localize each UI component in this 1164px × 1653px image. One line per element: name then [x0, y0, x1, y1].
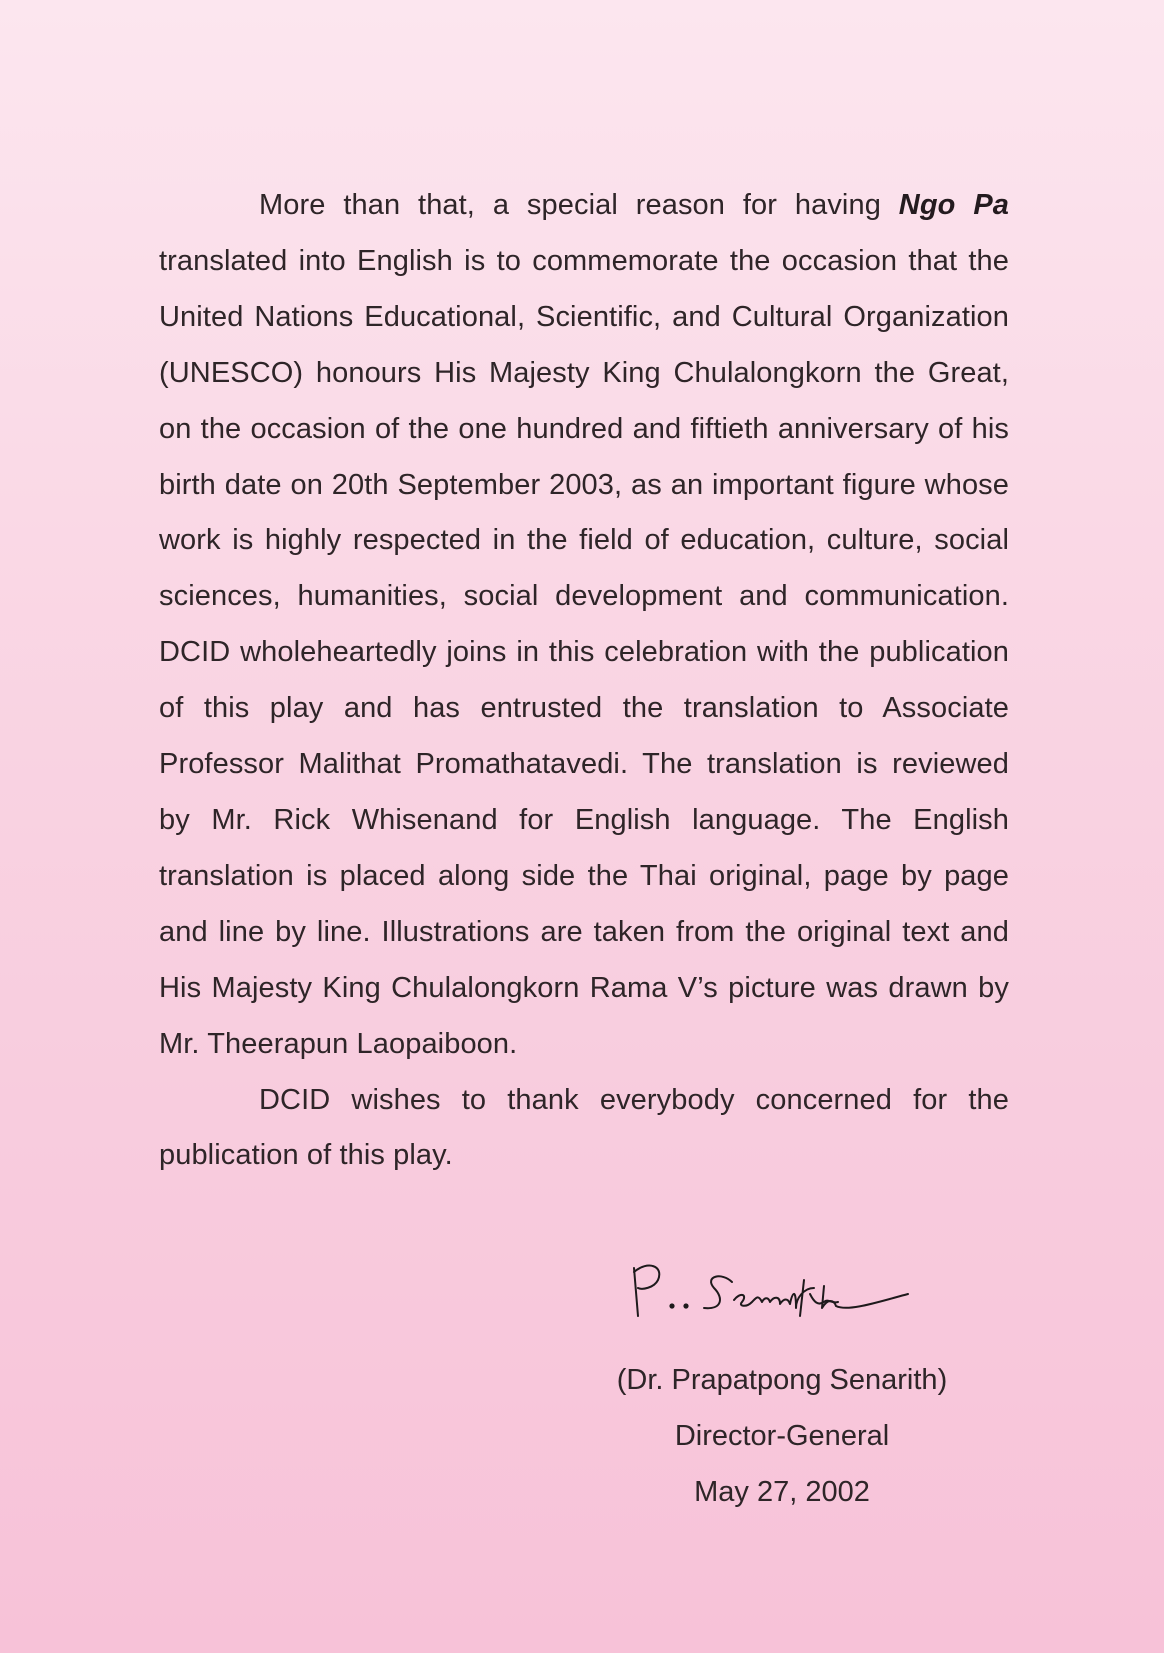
paragraph-1 [159, 178, 1009, 1073]
letter-body [159, 178, 1009, 1184]
play-title: Ngo Pa [898, 189, 1009, 221]
paragraph-2: DCID wishes to thank everybody concerned for the publication of this play. [159, 1083, 1009, 1172]
handwritten-signature [628, 1258, 928, 1338]
paragraph-1-lead: More than that, a special reason for having [259, 189, 899, 221]
signatory-position: Director-General [674, 1420, 890, 1452]
paragraph-1-rest: translated into English is to commemorate the occasion that the United Nations Educational, Scientific, and Cultural Organization (UNESCO) honours His Majesty King Chulalongkorn the Great, on the occasion of the one hundred and fiftieth anniversary of his birth date on 20th September 2003, as an important figure whose work is highly respected in the field of education, culture, social sciences, humanities, social development and communication. DCID wholeheartedly joins in this celebration with the publication of this play and has entrusted the translation to Associate Professor Malithat Promathatavedi. The translation is reviewed by Mr. Rick Whisenand for English language. The English translation is placed along side the Thai original, page by page and line by line. Illustrations are taken from the original text and His Majesty King Chulalongkorn Rama V’s picture was drawn by Mr. Theerapun Laopaiboon. [159, 244, 1009, 1060]
letter-date: May 27, 2002 [694, 1476, 870, 1508]
signatory-name: (Dr. Prapatpong Senarith) [616, 1364, 948, 1396]
